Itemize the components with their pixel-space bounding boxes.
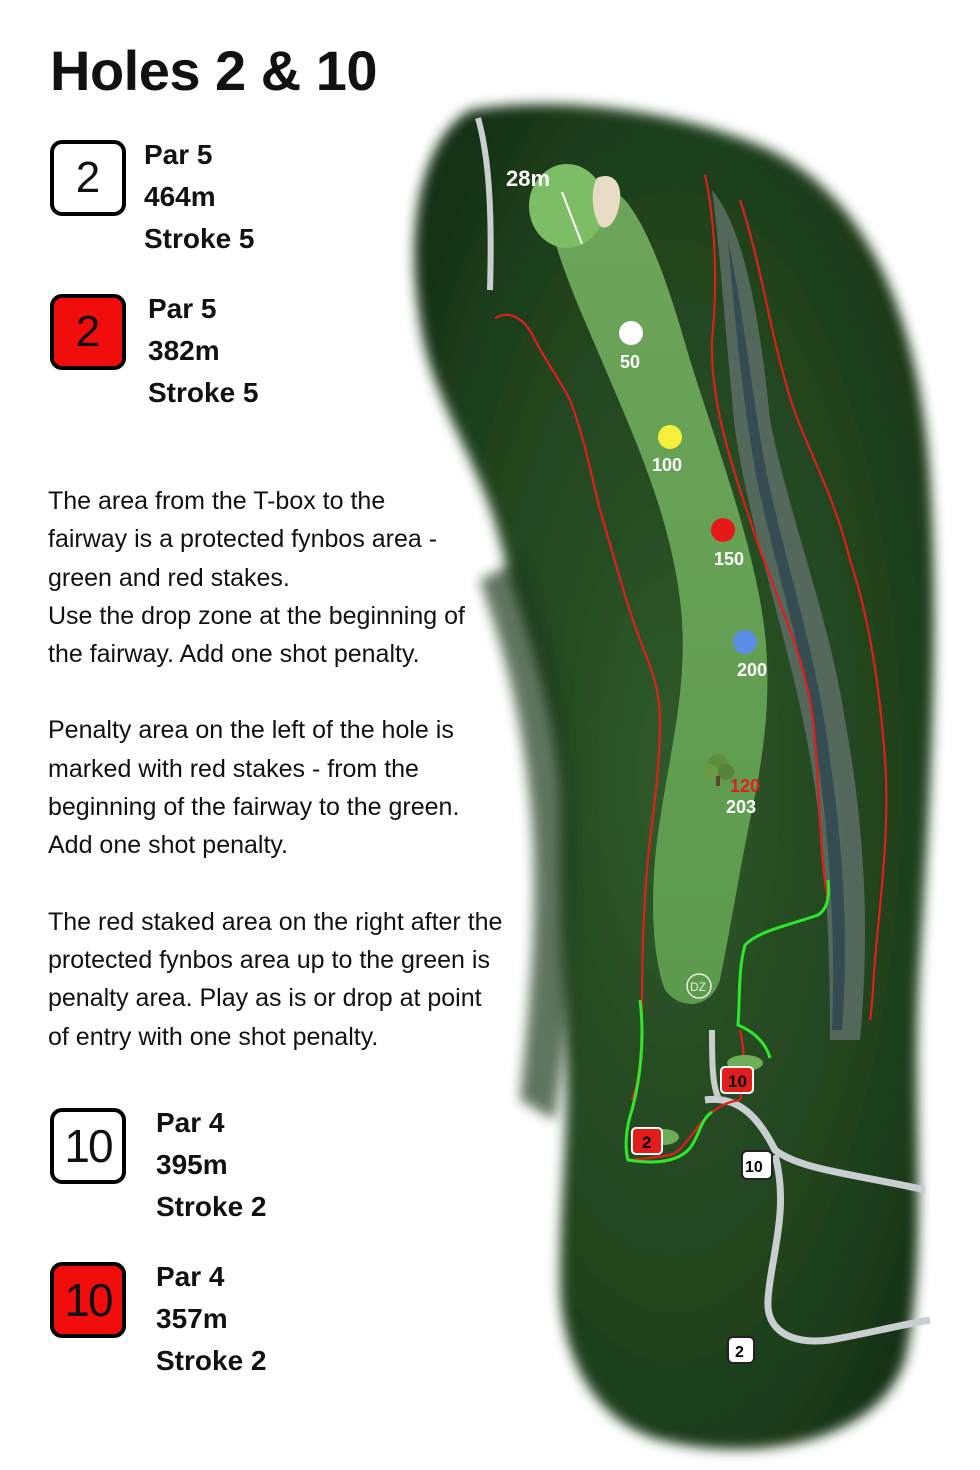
rule-right-penalty: The red staked area on the right after the protected fynbos area up to the green is penalty area. Play as is or drop at point of entry with one shot penalty. (48, 907, 503, 1051)
page-title: Holes 2 & 10 (50, 39, 378, 102)
hole-2-white-badge: 2 (50, 140, 126, 216)
marker-100 (658, 425, 682, 449)
marker-50-label: 50 (620, 352, 641, 372)
length: 382m (148, 335, 220, 366)
green-depth-label: 28m (506, 166, 551, 191)
drop-zone-label: DZ (690, 980, 706, 994)
length: 464m (144, 181, 216, 212)
marker-50 (619, 321, 643, 345)
hole-2-white-stats (144, 134, 255, 260)
stroke-index: Stroke 2 (156, 1345, 267, 1376)
marker-150-label: 150 (714, 549, 745, 569)
length: 395m (156, 1149, 228, 1180)
tee-marker-red-2-label: 2 (642, 1133, 652, 1152)
par: Par 5 (148, 293, 217, 324)
hole-2-red-stats (148, 288, 259, 414)
local-rules (48, 482, 578, 1094)
stroke-index: Stroke 5 (144, 223, 255, 254)
marker-100-label: 100 (652, 455, 683, 475)
tee-marker-white-10-label: 10 (745, 1159, 763, 1176)
tee-marker-white-2-label: 2 (735, 1344, 744, 1361)
rule-left-penalty: Penalty area on the left of the hole is marked with red stakes - from the beginning of the fairway to the green. Add one shot penalty. (48, 716, 460, 860)
hole-10-white-badge: 10 (50, 1108, 126, 1184)
hole-10-red-badge: 10 (50, 1262, 126, 1338)
hole-2-white-card (50, 140, 255, 260)
marker-150 (711, 518, 735, 542)
hole-2-red-badge: 2 (50, 294, 126, 370)
hole-10-white-card (50, 1108, 267, 1228)
tree-distance-red: 120 (730, 776, 761, 796)
hole-10-white-stats (156, 1102, 267, 1228)
par: Par 4 (156, 1107, 225, 1138)
marker-200-label: 200 (737, 660, 768, 680)
stroke-index: Stroke 5 (148, 377, 259, 408)
length: 357m (156, 1303, 228, 1334)
rule-fynbos: The area from the T-box to the fairway is a protected fynbos area - green and red stakes. Use the drop zone at the beginning of the fairway. Add one shot penalty. (48, 487, 465, 669)
hole-2-red-card (50, 294, 259, 414)
stroke-index: Stroke 2 (156, 1191, 267, 1222)
hole-10-red-card (50, 1262, 267, 1382)
par: Par 5 (144, 139, 213, 170)
tee-marker-red-10-label: 10 (728, 1072, 747, 1091)
tree-distance-white: 203 (726, 797, 757, 817)
par: Par 4 (156, 1261, 225, 1292)
hole-10-red-stats (156, 1256, 267, 1382)
marker-200 (733, 630, 757, 654)
